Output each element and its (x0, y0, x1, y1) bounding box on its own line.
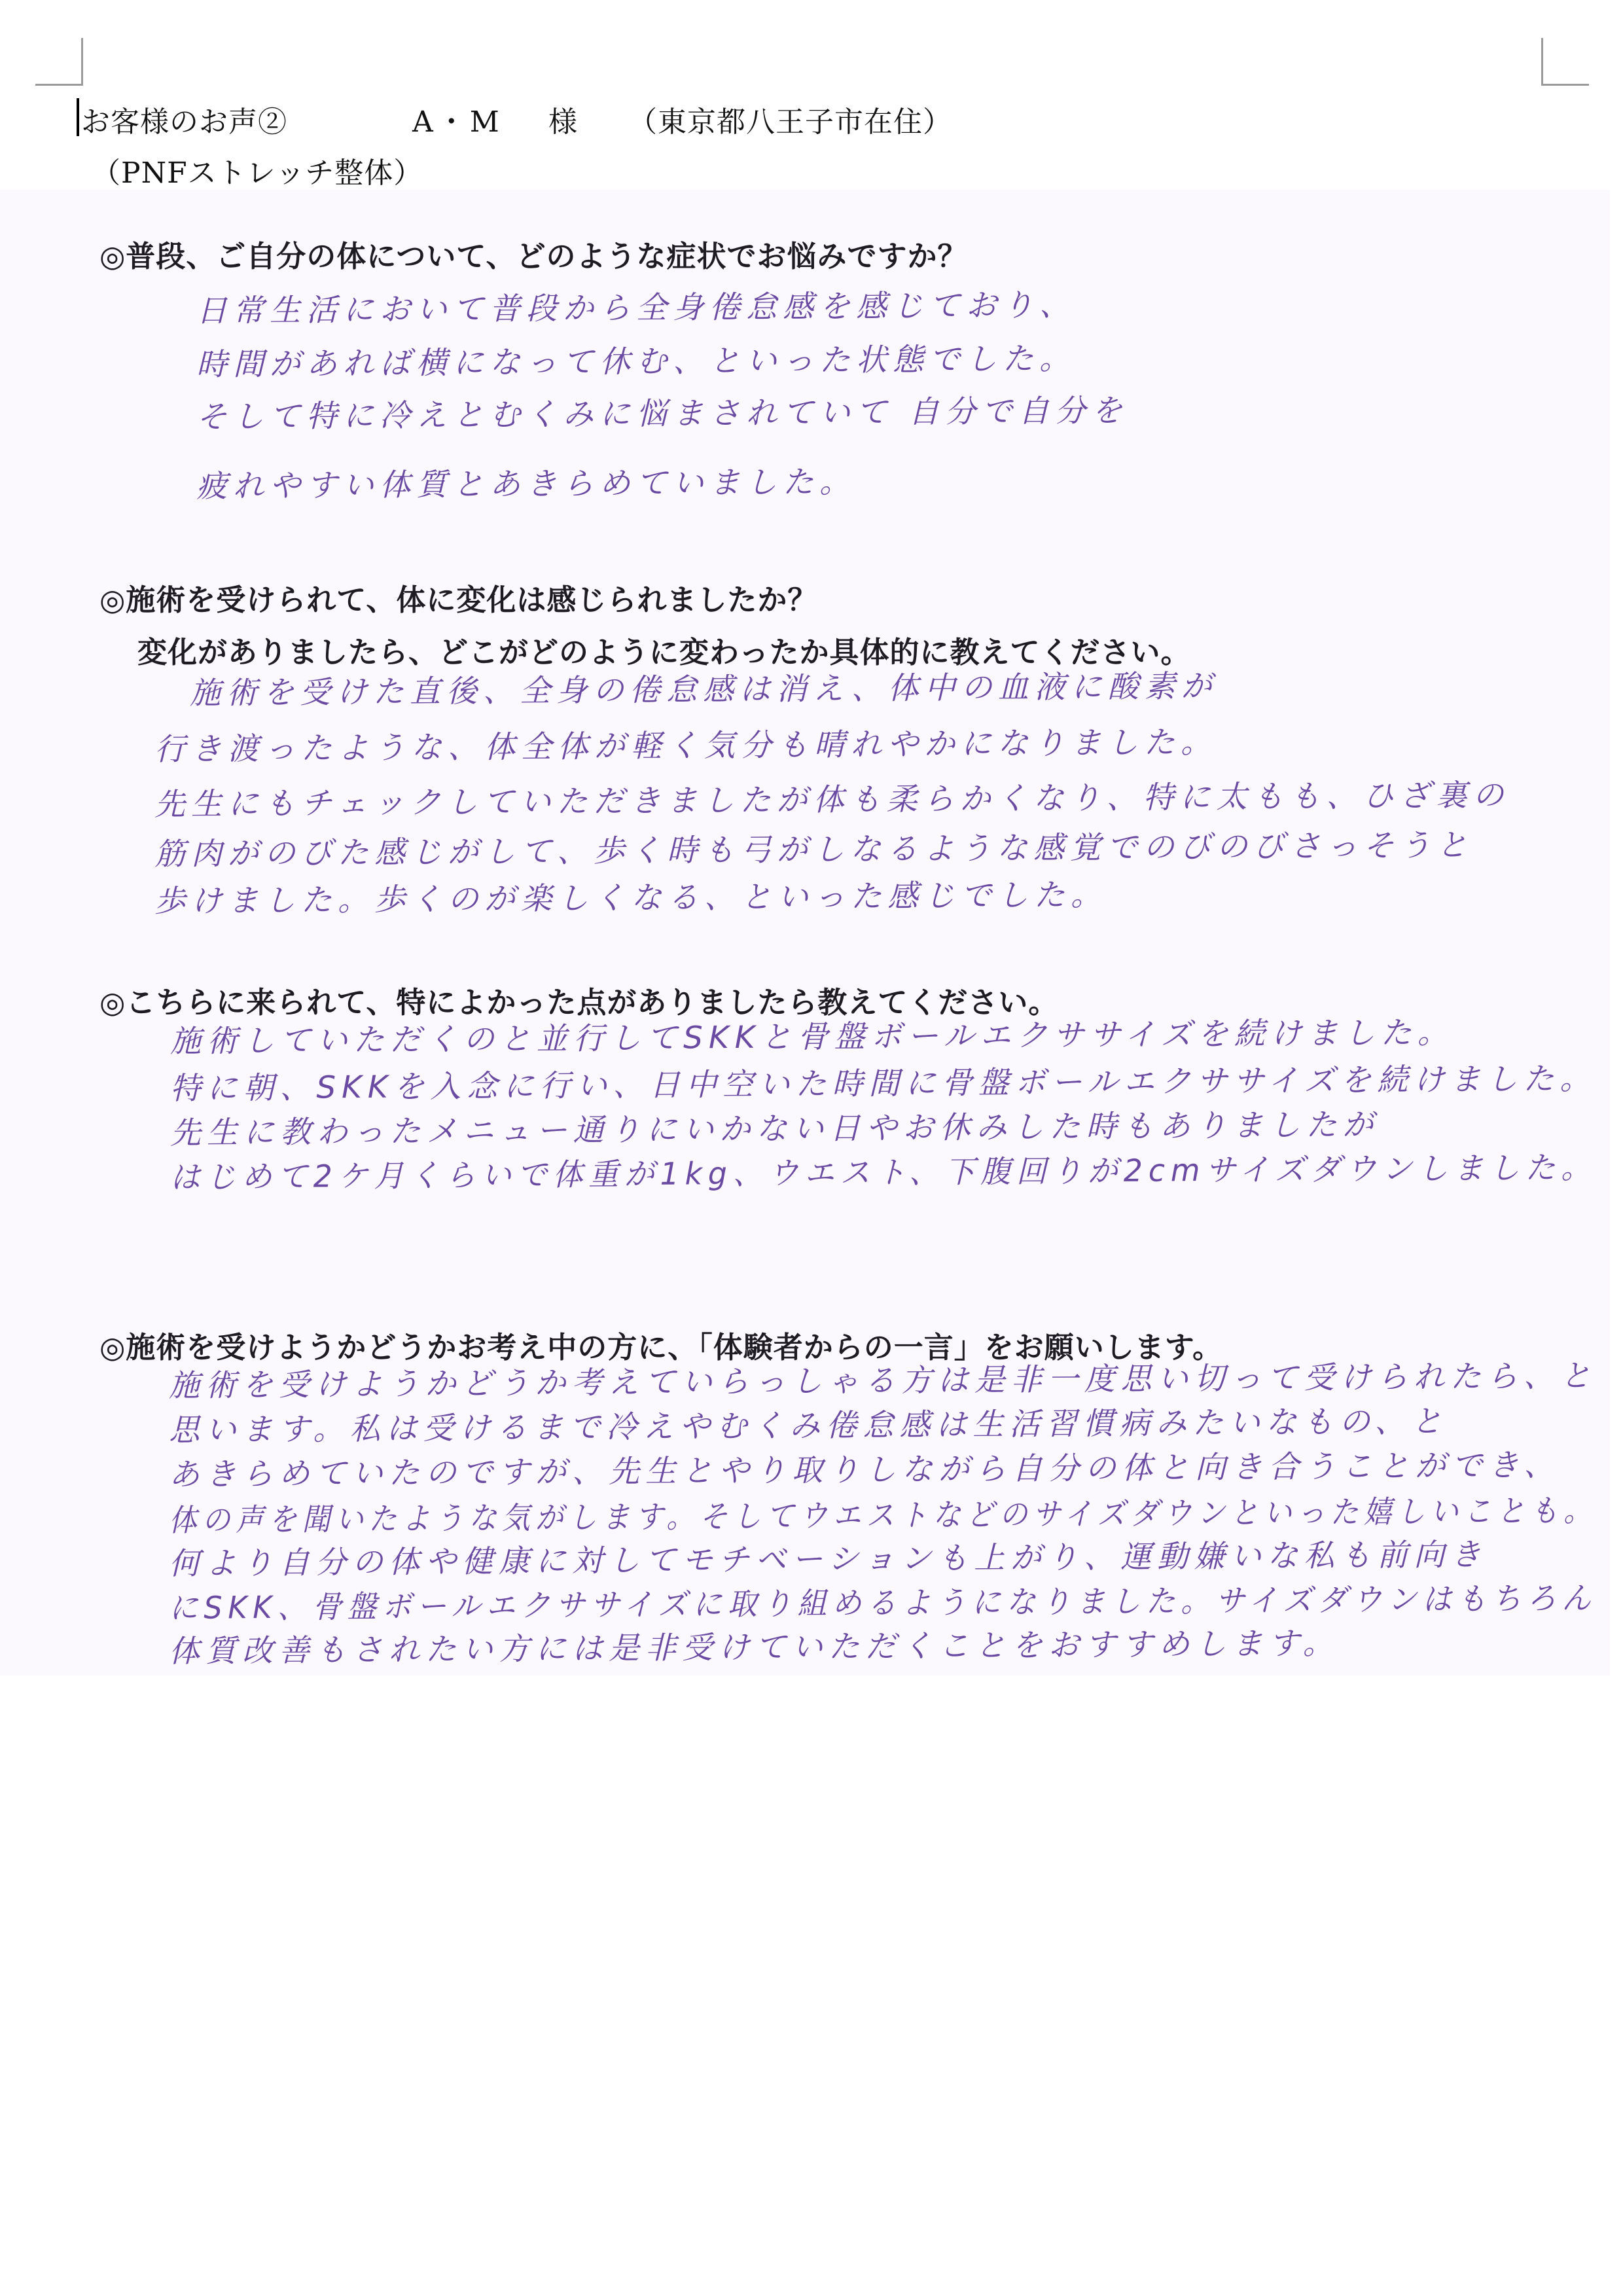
customer-name: A・M (412, 105, 503, 139)
answer-4-line-3: あきらめていたのですが、先生とやり取りしながら自分の体と向き合うことができ、 (168, 1447, 1561, 1493)
answer-3-line-3: 先生に教わったメニュー通りにいかない日やお休みした時もありましたが (169, 1107, 1380, 1151)
service-name: （PNFストレッチ整体） (92, 156, 423, 190)
customer-honorific: 様 (548, 105, 578, 139)
answer-4-line-4: 体の声を聞いたような気がします。そしてウエストなどのサイズダウンといった嬉しいことも。 (168, 1492, 1597, 1539)
question-3: ◎こちらに来られて、特によかった点がありましたら教えてください。 (99, 985, 1059, 1020)
answer-4-line-1: 施術を受けようかどうか考えていらっしゃる方は是非一度思い切って受けられたら、と (168, 1357, 1597, 1404)
answer-1-line-3: そして特に冷えとむくみに悩まされていて 自分で自分を (196, 393, 1129, 435)
answer-1-line-1: 日常生活において普段から全身倦怠感を感じており、 (196, 287, 1077, 329)
answer-2-line-3: 先生にもチェックしていただきましたが体も柔らかくなり、特に太もも、ひざ裏の (154, 777, 1510, 823)
answer-3-line-4: はじめて2ケ月くらいで体重が1kg、ウエスト、下腹回りが2cmサイズダウンしました。 (169, 1149, 1597, 1196)
question-4: ◎施術を受けようかどうかお考え中の方に、「体験者からの一言」をお願いします。 (99, 1330, 1223, 1365)
answer-4-line-6: にSKK、骨盤ボールエクササイズに取り組めるようになりました。サイズダウンはもちろん (168, 1580, 1597, 1626)
answer-1-line-4: 疲れやすい体質とあきらめていました。 (196, 463, 857, 505)
crop-mark-top-left (35, 38, 83, 86)
answer-4-line-7: 体質改善もされたい方には是非受けていただくことをおすすめします。 (168, 1625, 1340, 1670)
answer-2-line-5: 歩けました。歩くのが楽しくなる、といった感じでした。 (154, 876, 1108, 920)
answer-2-line-1: 施術を受けた直後、全身の倦怠感は消え、体中の血液に酸素が (189, 668, 1219, 711)
answer-3-line-2: 特に朝、SKKを入念に行い、日中空いた時間に骨盤ボールエクササイズを続けました。 (169, 1060, 1597, 1107)
question-1: ◎普段、ご自分の体について、どのような症状でお悩みですか？ (99, 239, 968, 274)
answer-4-line-5: 何より自分の体や健康に対してモチベーションも上がり、運動嫌いな私も前向き (168, 1536, 1488, 1582)
text-cursor (77, 98, 79, 136)
crop-mark-top-right (1541, 38, 1589, 86)
question-2-line-2: 変化がありましたら、どこがどのように変わったか具体的に教えてください。 (137, 635, 1191, 670)
answer-1-line-2: 時間があれば横になって休む、といった状態でした。 (196, 340, 1077, 383)
answer-4-line-2: 思います。私は受けるまで冷えやむくみ倦怠感は生活習慣病みたいなもの、と (168, 1403, 1448, 1448)
document-title: お客様のお声② (81, 105, 287, 139)
answer-2-line-2: 行き渡ったような、体全体が軽く気分も晴れやかになりました。 (154, 724, 1218, 768)
customer-location: （東京都八王子市在住） (628, 105, 952, 139)
answer-3-line-1: 施術していただくのと並行してSKKと骨盤ボールエクササイズを続けました。 (169, 1014, 1454, 1060)
answer-2-line-4: 筋肉がのびた感じがして、歩く時も弓がしなるような感覚でのびのびさっそうと (154, 827, 1474, 872)
question-2-line-1: ◎施術を受けられて、体に変化は感じられましたか？ (99, 583, 818, 617)
